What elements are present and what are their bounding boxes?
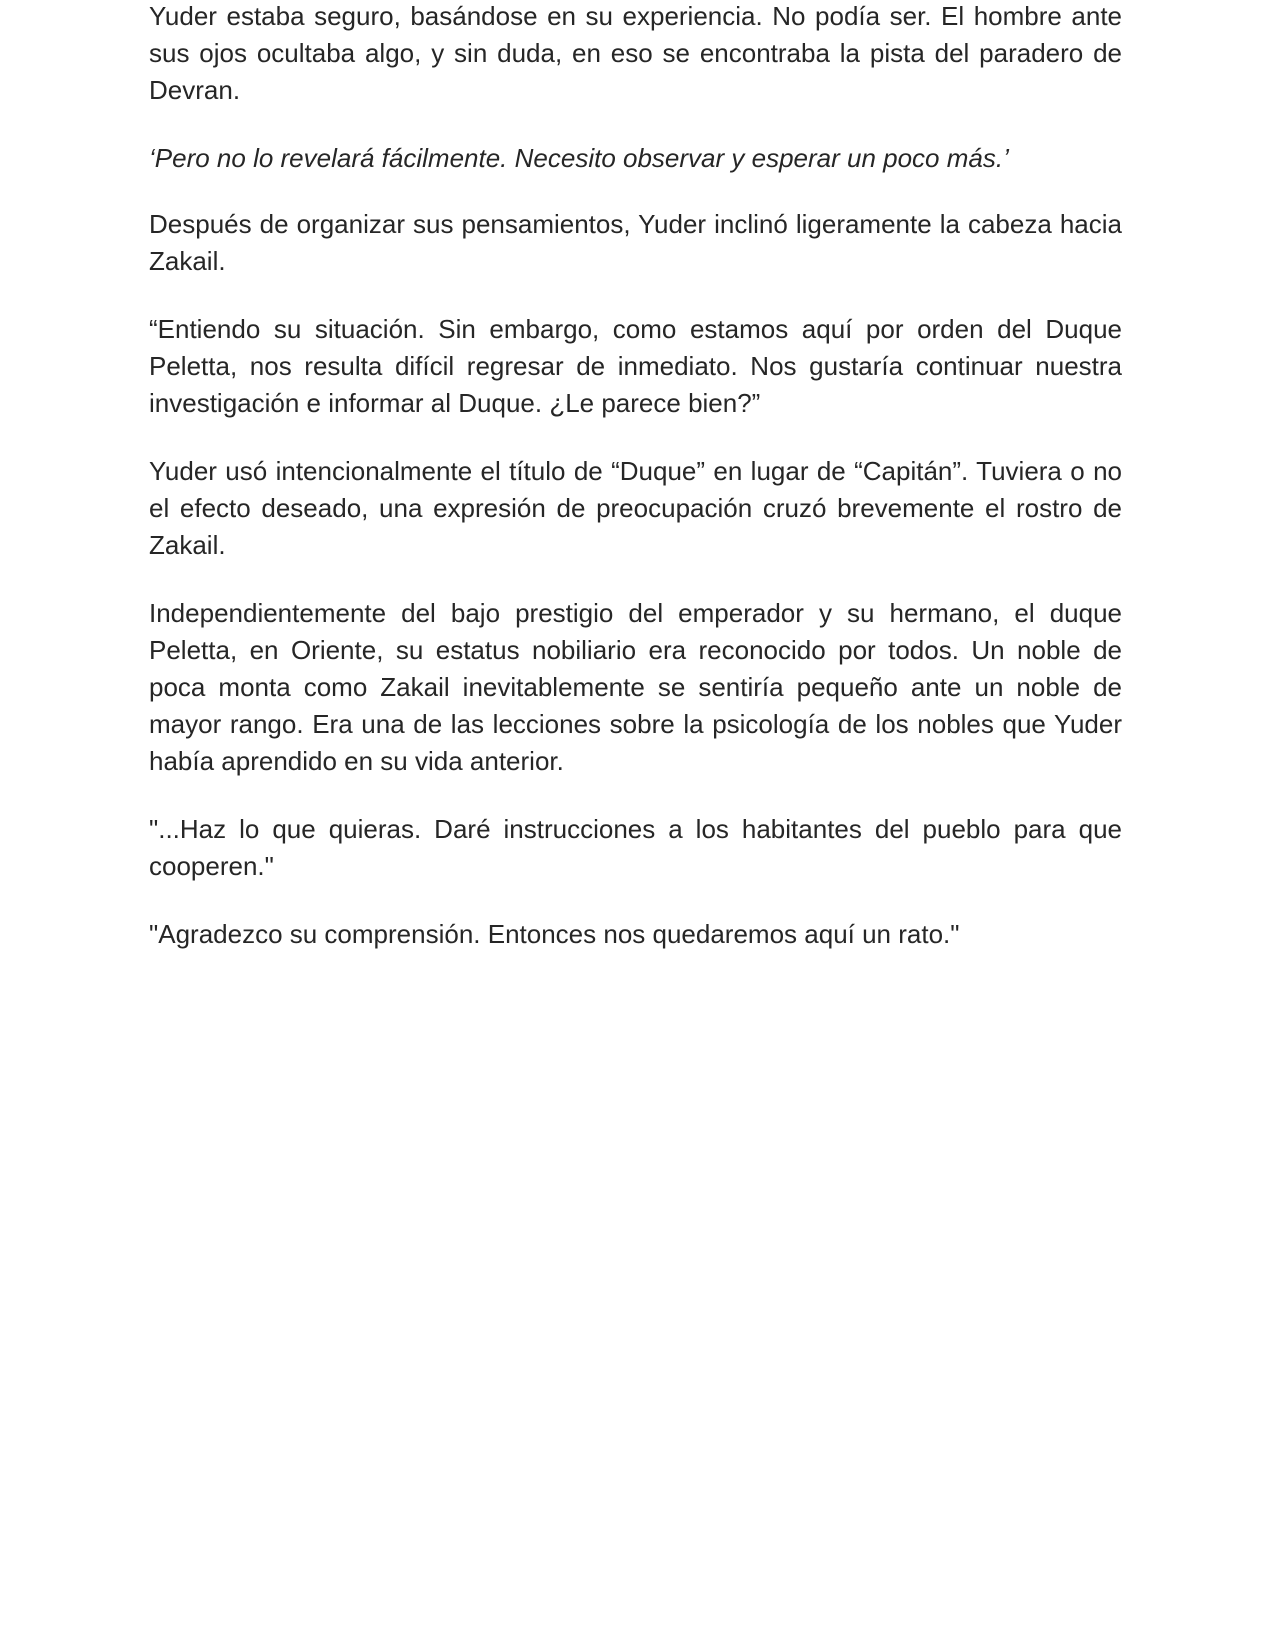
paragraph-8-dialogue: "Agradezco su comprensión. Entonces nos quedaremos aquí un rato." <box>149 919 960 949</box>
paragraph-5: Yuder usó intencionalmente el título de “Duque” en lugar de “Capitán”. Tuviera o no el efecto deseado, una expresión de preocupación cruzó brevemente el rostro de Zakail. <box>149 456 1122 560</box>
document-page <box>149 0 1122 984</box>
paragraph-6: Independientemente del bajo prestigio del emperador y su hermano, el duque Peletta, en Oriente, su estatus nobiliario era reconocido por todos. Un noble de poca monta como Zakail inevitablemente se sentiría pequeño ante un noble de mayor rango. Era una de las lecciones sobre la psicología de los nobles que Yuder había aprendido en su vida anterior. <box>149 598 1122 776</box>
paragraph-1: Yuder estaba seguro, basándose en su experiencia. No podía ser. El hombre ante sus ojos ocultaba algo, y sin duda, en eso se encontraba la pista del paradero de Devran. <box>149 1 1122 105</box>
paragraph-3: Después de organizar sus pensamientos, Yuder inclinó ligeramente la cabeza hacia Zakail. <box>149 209 1122 276</box>
paragraph-2-inner-thought: ‘Pero no lo revelará fácilmente. Necesito observar y esperar un poco más.’ <box>149 143 1009 173</box>
paragraph-7-dialogue: "...Haz lo que quieras. Daré instrucciones a los habitantes del pueblo para que cooperen." <box>149 814 1122 881</box>
paragraph-4-dialogue: “Entiendo su situación. Sin embargo, como estamos aquí por orden del Duque Peletta, nos resulta difícil regresar de inmediato. Nos gustaría continuar nuestra investigación e informar al Duque. ¿Le parece bien?” <box>149 314 1122 418</box>
